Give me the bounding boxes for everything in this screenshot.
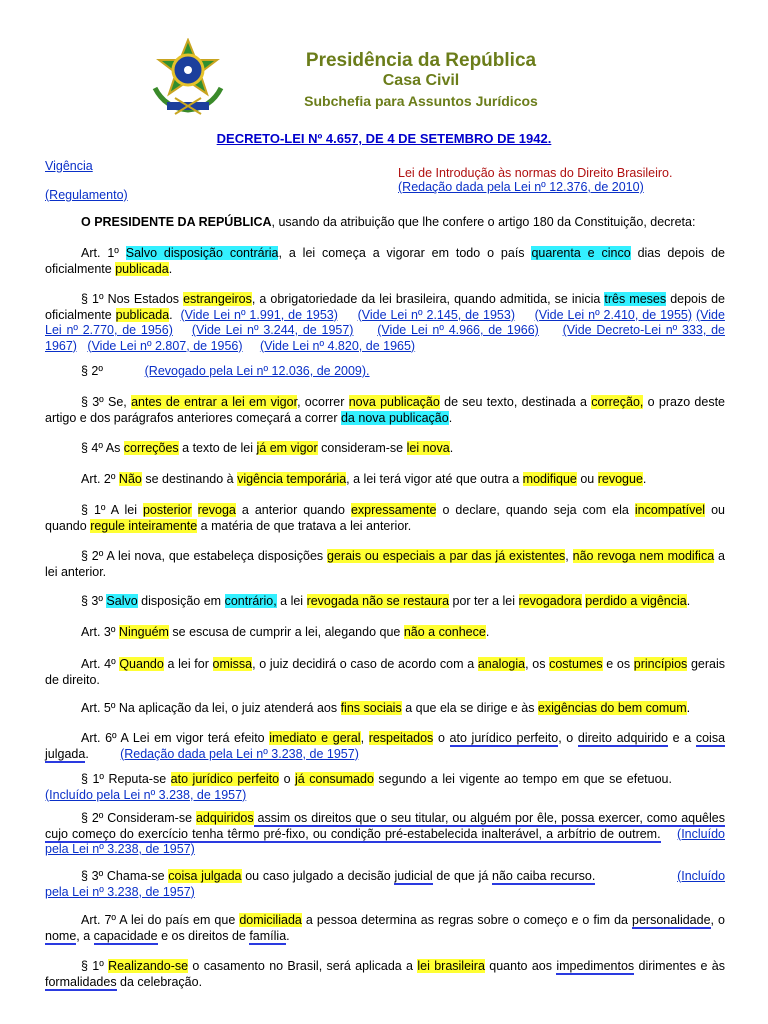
art-6-paragraph-1: § 1º Reputa-se ato jurídico perfeito o já consumado segundo a lei vigente ao tempo em que se efetuou. (Incluído pela Lei nº 3.238, de 1957) [45,772,672,802]
ementa-ref-link[interactable]: (Redação dada pela Lei nº 12.376, de 2010) [398,180,644,194]
subchefia-heading: Subchefia para Assuntos Jurídicos [304,93,538,109]
art-1: Art. 1º Salvo disposição contrária, a lei começa a vigorar em todo o país quarenta e cinco dias depois de oficialmente publicada. [45,246,725,276]
art-2-paragraph-3: § 3º Salvo disposição em contrário, a lei revogada não se restaura por ter a lei revogadora perdido a vigência. [81,594,691,608]
presidencia-heading: Presidência da República [305,50,537,71]
art-4: Art. 4º Quando a lei for omissa, o juiz decidirá o caso de acordo com a analogia, os costumes e os princípios gerais de direito. [45,657,725,687]
vigencia-link[interactable]: Vigência [45,159,93,173]
art-2-paragraph-1: § 1º A lei posterior revoga a anterior quando expressamente o declare, quando seja com ela incompatível ou quando regule inteiramente a matéria de que tratava a lei anterior. [45,503,725,533]
art-1-paragraph-2: § 2º (Revogado pela Lei nº 12.036, de 2009). [81,364,370,378]
ementa-text: Lei de Introdução às normas do Direito Brasileiro. [398,166,673,180]
art-1-paragraph-3: § 3º Se, antes de entrar a lei em vigor, ocorrer nova publicação de seu texto, destinada a correção, o prazo deste artigo e dos parágrafos anteriores começará a correr da nova publicação. [45,395,726,425]
art-6-paragraph-2: § 2º Consideram-se adquiridos assim os direitos que o seu titular, ou alguém por êle, possa exercer, como aquêles cujo começo do exercício tenha têrmo pré-fixo, ou condição pré-estabelecida inalterável, a arbítrio de outrem. (Incluído pela Lei nº 3.238, de 1957) [45,811,725,856]
art-5: Art. 5º Na aplicação da lei, o juiz atenderá aos fins sociais a que ela se dirige e às exigências do bem comum. [81,701,691,715]
art-6-paragraph-3: § 3º Chama-se coisa julgada ou caso julgado a decisão judicial de que já não caiba recurso. (Incluído pela Lei nº 3.238, de 1957) [45,869,726,899]
preamble: O PRESIDENTE DA REPÚBLICA, usando da atribuição que lhe confere o artigo 180 da Constituição, decreta: [81,215,696,229]
art-1-paragraph-1: § 1º Nos Estados estrangeiros, a obrigatoriedade da lei brasileira, quando admitida, se inicia três meses depois de oficialmente publicada. (Vide Lei nº 1.991, de 1953) (Vide Lei nº 2.145, de 1953) (Vide Lei nº 2.410, de 1955) (Vide Lei nº 2.770, de 1956) (Vide Lei nº 3.244, de 1957) (Vide Lei nº 4.966, de 1966) (Vide Decreto-Lei nº 333, de 1967) (Vide Lei nº 2.807, de 1956) (Vide Lei nº 4.820, de 1965) [45,292,725,353]
art-6: Art. 6º A Lei em vigor terá efeito imediato e geral, respeitados o ato jurídico perfeito, o direito adquirido e a coisa julgada. (Redação dada pela Lei nº 3.238, de 1957) [45,731,726,761]
art-2-paragraph-2: § 2º A lei nova, que estabeleça disposições gerais ou especiais a par das já existentes, não revoga nem modifica a lei anterior. [45,549,725,579]
art-7-paragraph-1: § 1º Realizando-se o casamento no Brasil, será aplicada a lei brasileira quanto aos impedimentos dirimentes e às formalidades da celebração. [45,959,725,989]
art-1-paragraph-4: § 4º As correções a texto de lei já em vigor consideram-se lei nova. [81,441,454,455]
regulamento-link[interactable]: (Regulamento) [45,188,128,202]
art-7: Art. 7º A lei do país em que domiciliada a pessoa determina as regras sobre o começo e o fim da personalidade, o nome, a capacidade e os direitos de família. [45,913,725,943]
decree-title[interactable]: DECRETO-LEI Nº 4.657, DE 4 DE SETEMBRO DE 1942. [216,131,552,146]
art-3: Art. 3º Ninguém se escusa de cumprir a lei, alegando que não a conhece. [81,625,490,639]
page-header [0,0,768,125]
casa-civil-heading: Casa Civil [382,72,460,89]
art-2: Art. 2º Não se destinando à vigência temporária, a lei terá vigor até que outra a modifique ou revogue. [81,472,647,486]
